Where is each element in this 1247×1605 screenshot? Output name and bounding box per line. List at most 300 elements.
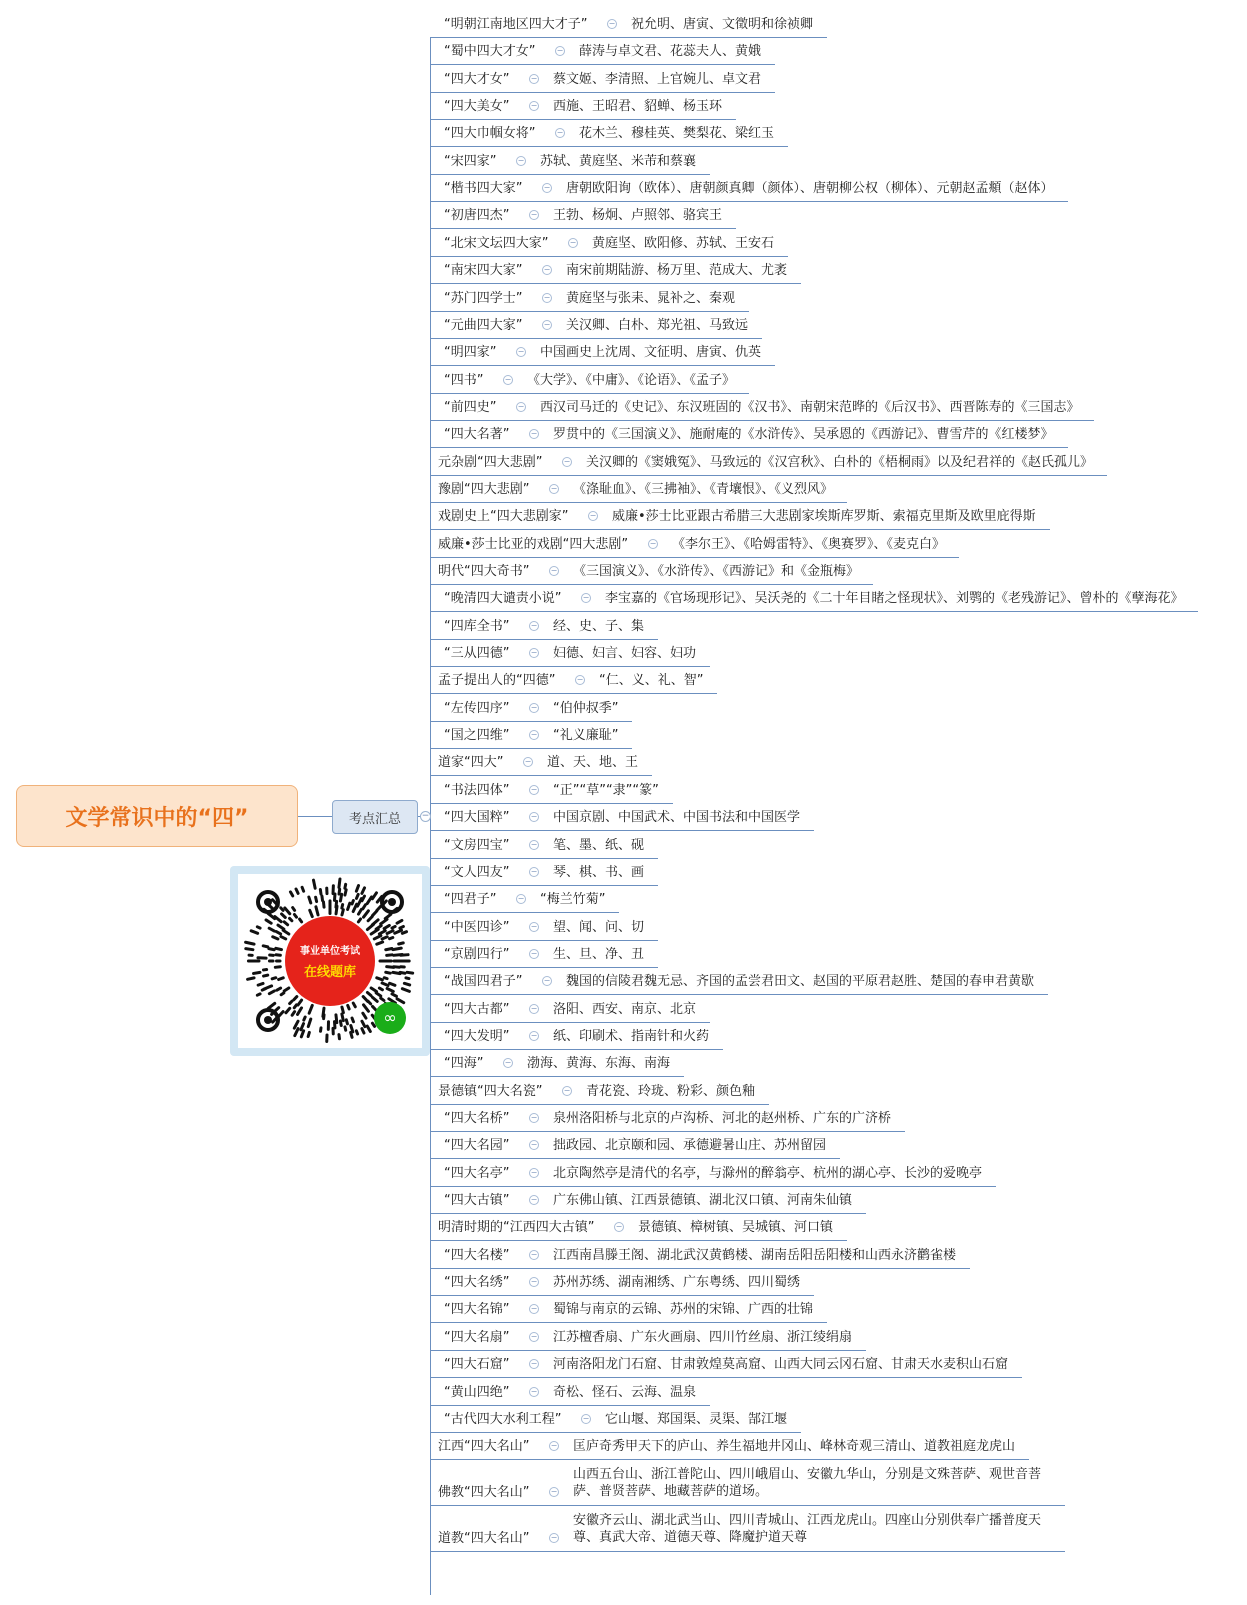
topic-row[interactable] [430,967,1048,995]
topic-row[interactable] [430,858,658,886]
topic-row[interactable] [430,65,775,93]
topic-answer: 南宋前期陆游、杨万里、范成大、尤袤 [566,263,788,278]
collapse-icon[interactable]: − [569,238,577,247]
qr-dot [384,978,387,979]
topic-term: “初唐四杰” [444,208,510,223]
qr-dot [387,988,393,991]
collapse-icon[interactable]: − [530,1140,538,1149]
topic-answer: “仁、义、礼、智” [599,673,704,688]
topic-term: “四君子” [444,892,497,907]
topic-answer: 泉州洛阳桥与北京的卢沟桥、河北的赵州桥、广东的广济桥 [553,1111,892,1126]
topic-row[interactable] [430,448,1107,476]
qr-dot [406,978,409,979]
topic-row[interactable] [430,1295,827,1323]
qr-dot [266,920,271,923]
collapse-icon[interactable]: − [649,539,657,548]
qr-dot [246,949,253,950]
collapse-icon[interactable]: − [615,1222,623,1231]
qr-dot [290,918,292,920]
collapse-icon[interactable]: − [576,675,584,684]
collapse-icon[interactable]: − [530,730,538,739]
topic-term: “四书” [444,373,484,388]
topic-term: “北宋文坛四大家” [444,236,549,251]
topic-row[interactable] [430,1378,710,1406]
collapse-icon[interactable]: − [530,949,538,958]
collapse-icon[interactable]: − [550,1533,558,1542]
collapse-icon[interactable]: − [550,484,558,493]
qr-dot [384,925,389,928]
topic-answer: 生、旦、净、丑 [553,947,645,962]
topic-row[interactable] [430,1268,814,1296]
topic-answer: 中国画史上沈周、文征明、唐寅、仇英 [540,345,762,360]
qr-dot [277,988,281,990]
qr-dot [379,931,385,934]
qr-dot [356,1031,357,1034]
qr-dot [362,1021,365,1026]
qr-dot [284,922,287,925]
qr-dot [248,978,254,979]
qr-dot [281,908,283,910]
qr-dot [387,955,392,956]
topic-row[interactable] [430,803,814,831]
topic-term: “宋四家” [444,154,497,169]
collapse-icon[interactable]: − [530,648,538,657]
qr-dot [316,897,317,901]
collapse-icon[interactable]: − [517,347,525,356]
topic-answer: 蔡文姬、李清照、上官婉儿、卓文君 [553,72,762,87]
topic-term: “明朝江南地区四大才子” [444,17,588,32]
collapse-icon[interactable]: − [543,976,551,985]
qr-dot [281,993,284,995]
topic-answer: 黄庭坚与张耒、晁补之、秦观 [566,291,736,306]
collapse-icon[interactable]: − [556,46,564,55]
qr-dot [301,1031,303,1037]
topic-row[interactable] [430,366,749,394]
collapse-icon[interactable]: − [550,1487,558,1496]
topic-row[interactable] [430,393,1094,421]
topic-answer: 《李尔王》、《哈姆雷特》、《奥赛罗》、《麦克白》 [672,537,946,552]
qr-dot [368,917,372,921]
collapse-icon[interactable]: − [582,593,590,602]
collapse-icon[interactable]: − [530,1359,538,1368]
collapse-icon[interactable]: − [530,429,538,438]
qr-dot [372,997,377,1001]
topic-term: 威廉•莎士比亚的戏剧“四大悲剧” [438,537,629,552]
collapse-icon[interactable]: − [543,293,551,302]
collapse-icon[interactable]: − [517,402,525,411]
qr-dot [340,1021,341,1026]
qr-dot [363,905,366,909]
hub-topic-label: 考点汇总 [348,811,401,827]
collapse-icon[interactable]: − [563,1086,571,1095]
topic-row[interactable] [430,174,1068,202]
topic-row[interactable] [430,1213,847,1241]
topic-row[interactable] [430,502,1050,530]
topic-term: “黄山四绝” [444,1385,510,1400]
qr-dot [342,1014,343,1021]
topic-row[interactable] [430,995,710,1023]
collapse-icon[interactable]: − [517,894,525,903]
topic-term: “三从四德” [444,646,510,661]
topic-answer: “梅兰竹菊” [540,892,606,907]
qr-dot [276,948,282,949]
qr-dot [254,972,260,973]
qr-dot [290,892,292,896]
topic-row[interactable] [430,1460,1065,1506]
topic-answer: 西施、王昭君、貂蝉、杨玉环 [553,99,723,114]
topic-row[interactable] [430,284,749,312]
topic-row[interactable] [430,475,847,503]
topic-term: “四大名桥” [444,1111,510,1126]
topic-term: “四大石窟” [444,1357,510,1372]
collapse-icon[interactable]: − [504,1058,512,1067]
qr-dot [286,1008,290,1012]
topic-row[interactable] [430,37,775,65]
qr-dot [351,1032,352,1037]
topic-answer: 唐朝欧阳询（欧体）、唐朝颜真卿（颜体）、唐朝柳公权（柳体）、元朝赵孟頫（赵体） [566,181,1054,196]
topic-term: “国之四维” [444,728,510,743]
topic-term: “四大名扇” [444,1330,510,1345]
collapse-icon[interactable]: − [530,1031,538,1040]
qr-dot [268,1003,275,1008]
topic-term: “文房四宝” [444,838,510,853]
collapse-icon[interactable]: − [530,812,538,821]
topic-row[interactable] [430,584,1198,612]
qr-dot [284,988,289,991]
connector-root [298,816,332,817]
topic-row[interactable] [430,92,736,120]
collapse-icon[interactable]: − [582,1414,590,1423]
qr-dot [377,978,383,980]
topic-answer: 苏州苏绣、湖南湘绣、广东粤绣、四川蜀绣 [553,1275,801,1290]
qr-dot [399,943,404,944]
qr-dot [348,1005,349,1009]
topic-term: “四大名著” [444,427,510,442]
topic-answer: 渤海、黄海、东海、南海 [527,1056,671,1071]
topic-row[interactable] [430,1186,866,1214]
topic-row[interactable] [430,557,873,585]
topic-row[interactable] [430,1049,684,1077]
qr-dot [372,920,378,925]
topic-term: “南宋四大家” [444,263,523,278]
qr-dot [352,1018,353,1022]
topic-row[interactable] [430,1131,840,1159]
topic-answer: 安徽齐云山、湖北武当山、四川青城山、江西龙虎山。四座山分别供奉广播普度天尊、真武大帝、道德天尊、降魔护道天尊 [573,1513,1042,1545]
topic-answer: 奇松、怪石、云海、温泉 [553,1385,697,1400]
qr-dot [310,910,313,916]
qr-dot [358,919,360,922]
collapse-icon[interactable]: − [530,74,538,83]
qr-dot [278,925,284,929]
qr-dot [397,999,404,1003]
qr-dot [345,1027,346,1030]
qr-dot [367,897,371,904]
topic-term: 戏剧史上“四大悲剧家” [438,509,569,524]
qr-logo-line2: 在线题库 [303,965,356,980]
topic-row[interactable] [430,201,736,229]
collapse-icon[interactable]: − [530,1004,538,1013]
topic-row[interactable] [430,311,762,339]
collapse-icon[interactable]: − [530,1195,538,1204]
qr-dot [316,907,318,915]
topic-row[interactable] [430,1077,769,1105]
collapse-icon[interactable]: − [543,183,551,192]
collapse-icon[interactable]: − [530,922,538,931]
qr-dot [404,983,409,985]
topic-row[interactable] [430,831,658,859]
qr-dot [272,978,276,979]
qr-dot [269,949,274,950]
qr-dot [377,906,381,910]
topic-answer: 魏国的信陵君魏无忌、齐国的孟尝君田文、赵国的平原君赵胜、楚国的春申君黄歇 [566,974,1035,989]
qr-dot [283,930,289,934]
qr-dot [302,887,304,891]
collapse-icon[interactable]: − [530,210,538,219]
topic-row[interactable] [430,1432,1029,1460]
collapse-icon[interactable]: − [530,867,538,876]
topic-term: “四大才女” [444,72,510,87]
topic-term: “明四家” [444,345,497,360]
qr-dot [346,1020,347,1024]
qr-dot [392,926,395,928]
collapse-icon[interactable]: − [517,156,525,165]
topic-term: “四大名楼” [444,1248,510,1263]
topic-answer: 匡庐奇秀甲天下的庐山、养生福地井冈山、峰林奇观三清山、道教祖庭龙虎山 [573,1439,1016,1454]
collapse-icon[interactable]: − [530,1387,538,1396]
collapse-icon[interactable]: − [530,1277,538,1286]
topic-answer: 李宝嘉的《官场现形记》、吴沃尧的《二十年目睹之怪现状》、刘鹗的《老残游记》、曾朴的《孽海花》 [605,591,1184,606]
qr-dot [400,972,405,973]
topic-term: “四库全书” [444,619,510,634]
topic-term: “四大名园” [444,1138,510,1153]
topic-row[interactable] [430,1350,1022,1378]
topic-row[interactable] [430,721,632,749]
qr-dot [362,888,365,894]
qr-dot [295,1029,298,1036]
qr-dot [373,911,377,916]
qr-dot [264,975,268,976]
topic-answer: 青花瓷、玲珑、粉彩、颜色釉 [586,1084,756,1099]
qr-dot [358,899,362,907]
qr-dot [340,894,341,901]
mini-program-icon: ∞ [374,1002,406,1034]
collapse-icon[interactable]: − [550,1441,558,1450]
collapse-icon[interactable]: − [530,1168,538,1177]
topic-row[interactable] [430,1405,801,1433]
topic-row[interactable] [430,119,788,147]
qr-dot [309,897,311,903]
topic-row[interactable] [430,1506,1065,1552]
topic-answer: 黄庭坚、欧阳修、苏轼、王安石 [592,236,775,251]
topic-answer: 洛阳、西安、南京、北京 [553,1002,697,1017]
topic-term: “战国四君子” [444,974,523,989]
topic-row[interactable] [430,229,788,257]
collapse-icon[interactable]: − [530,1250,538,1259]
topic-row[interactable] [430,1323,866,1351]
qr-dot [345,884,346,888]
topic-answer: 关汉卿、白朴、郑光祖、马致远 [566,318,749,333]
topic-answer: 河南洛阳龙门石窟、甘肃敦煌莫高窟、山西大同云冈石窟、甘肃天水麦积山石窟 [553,1357,1009,1372]
topic-term: 江西“四大名山” [438,1439,530,1454]
qr-dot [362,1029,364,1033]
topic-term: “四大名绣” [444,1275,510,1290]
collapse-icon[interactable]: − [530,101,538,110]
qr-dot [308,1019,311,1027]
topic-row[interactable] [430,1104,905,1132]
collapse-icon[interactable]: − [563,457,571,466]
topic-term: “蜀中四大才女” [444,44,536,59]
topic-answer: 景德镇、樟树镇、吴城镇、河口镇 [638,1220,834,1235]
topic-answer: 拙政园、北京颐和园、承德避暑山庄、苏州留园 [553,1138,827,1153]
topic-answer: 《涤耻血》、《三拂袖》、《青壤恨》、《义烈风》 [573,482,834,497]
qr-dot [304,1017,305,1020]
topic-term: 道教“四大名山” [438,1531,530,1546]
qr-dot [359,909,362,914]
qr-dot [301,1024,304,1030]
collapse-icon[interactable]: − [530,1304,538,1313]
topic-row[interactable] [430,10,827,38]
qr-dot [367,1026,370,1031]
qr-dot [282,914,286,918]
topic-answer: 花木兰、穆桂英、樊梨花、梁红玉 [579,126,775,141]
topic-answer: 苏轼、黄庭坚、米芾和蔡襄 [540,154,697,169]
topic-term: 道家“四大” [438,755,504,770]
topic-row[interactable] [430,338,775,366]
qr-dot [309,1005,312,1013]
qr-dot [269,991,274,994]
qr-dot [263,946,268,947]
collapse-icon[interactable]: − [530,703,538,712]
collapse-icon[interactable]: − [608,19,616,28]
topic-row[interactable] [430,612,658,640]
qr-dot [363,1013,366,1018]
qr-dot [400,926,403,928]
hub-topic[interactable] [332,800,418,834]
qr-dot [296,889,298,893]
topic-term: “四大古都” [444,1002,510,1017]
topic-answer: “礼义廉耻” [553,728,619,743]
qr-dot [364,1005,369,1011]
collapse-icon[interactable]: − [530,1332,538,1341]
collapse-icon[interactable]: − [530,785,538,794]
qr-dot [294,997,297,1000]
qr-dot [281,937,286,939]
root-topic-label: 文学常识中的“四” [65,805,249,831]
qr-dot [342,1007,343,1012]
qr-dot [393,948,401,950]
topic-answer: 中国京剧、中国武术、中国书法和中国医学 [553,810,801,825]
topic-answer: 纸、印刷术、指南针和火药 [553,1029,710,1044]
topic-row[interactable] [430,694,632,722]
topic-row[interactable] [430,147,710,175]
qr-dot [381,998,384,1000]
qr-dot [339,879,340,887]
qr-dot [376,993,381,996]
topic-row[interactable] [430,1159,996,1187]
topic-row[interactable] [430,776,673,804]
qr-code [238,874,422,1048]
collapse-icon[interactable]: − [530,840,538,849]
root-topic[interactable] [16,785,298,847]
qr-dot [364,911,369,917]
collapse-icon[interactable]: − [589,511,597,520]
topic-row[interactable] [430,913,658,941]
topic-term: “四大名锦” [444,1302,510,1317]
qr-dot [257,927,260,928]
collapse-icon[interactable]: − [530,621,538,630]
topic-answer: 关汉卿的《窦娥冤》、马致远的《汉宫秋》、白朴的《梧桐雨》以及纪君祥的《赵氏孤儿》 [586,455,1094,470]
collapse-icon[interactable]: − [504,375,512,384]
qr-logo [285,916,375,1006]
qr-dot [368,1001,371,1004]
qr-dot [342,910,343,915]
qr-dot [407,972,413,973]
qr-dot [308,1032,309,1036]
qr-dot [294,1005,296,1008]
qr-finder-dot [264,898,272,906]
topic-row[interactable] [430,420,1068,448]
qr-dot [382,937,387,939]
topic-row[interactable] [430,748,652,776]
topic-term: “四大巾帼女将” [444,126,536,141]
collapse-icon[interactable]: − [543,320,551,329]
topic-term: “楷书四大家” [444,181,523,196]
topic-row[interactable] [430,530,959,558]
qr-finder-dot [264,1016,272,1024]
qr-dot [298,1000,302,1005]
topic-answer: 威廉•莎士比亚跟古希腊三大悲剧家埃斯库罗斯、索福克里斯及欧里庇得斯 [612,509,1036,524]
collapse-icon[interactable]: − [543,265,551,274]
qr-dot [322,896,323,901]
topic-row[interactable] [430,666,717,694]
topic-answer: 蜀锦与南京的云锦、苏州的宋锦、广西的壮锦 [553,1302,814,1317]
collapse-icon[interactable]: − [421,811,430,821]
qr-dot [390,983,395,985]
qr-dot [294,915,296,918]
topic-row[interactable] [430,256,801,284]
topic-row[interactable] [430,1241,970,1269]
topic-answer: 《三国演义》、《水浒传》、《西游记》和《金瓶梅》 [573,564,860,579]
topic-term: “左传四序” [444,701,510,716]
topic-answer: 祝允明、唐寅、文徵明和徐祯卿 [631,17,814,32]
collapse-icon[interactable]: − [530,1113,538,1122]
collapse-icon[interactable]: − [556,128,564,137]
qr-dot [273,937,278,939]
topic-row[interactable] [430,940,658,968]
topic-term: 元杂剧“四大悲剧” [438,455,543,470]
topic-term: 明清时期的“江西四大古镇” [438,1220,595,1235]
collapse-icon[interactable]: − [524,757,532,766]
topic-answer: 西汉司马迁的《史记》、东汉班固的《汉书》、南朝宋范晔的《后汉书》、西晋陈寿的《三国志》 [540,400,1080,415]
qr-dot [371,988,376,992]
qr-dot [394,967,400,968]
qr-dot [285,908,290,914]
qr-dot [348,903,350,909]
qr-dot [320,890,321,895]
qr-dot [382,983,388,986]
topic-answer: 北京陶然亭是清代的名亭，与滁州的醉翁亭、杭州的湖心亭、长沙的爱晚亭 [553,1166,983,1181]
topic-row[interactable] [430,1022,723,1050]
topic-row[interactable] [430,639,710,667]
collapse-icon[interactable]: − [550,566,558,575]
topic-answer: 江西南昌滕王阁、湖北武汉黄鹤楼、湖南岳阳岳阳楼和山西永济鹳雀楼 [553,1248,957,1263]
topic-term: “四大名亭” [444,1166,510,1181]
topic-term: “四大国粹” [444,810,510,825]
qr-dot [402,989,409,992]
qr-dot [279,978,284,980]
topic-answer: 山西五台山、浙江普陀山、四川峨眉山、安徽九华山，分别是文殊菩萨、观世音菩萨、普贤菩萨、地藏菩萨的道场。 [573,1467,1042,1499]
topic-row[interactable] [430,885,619,913]
